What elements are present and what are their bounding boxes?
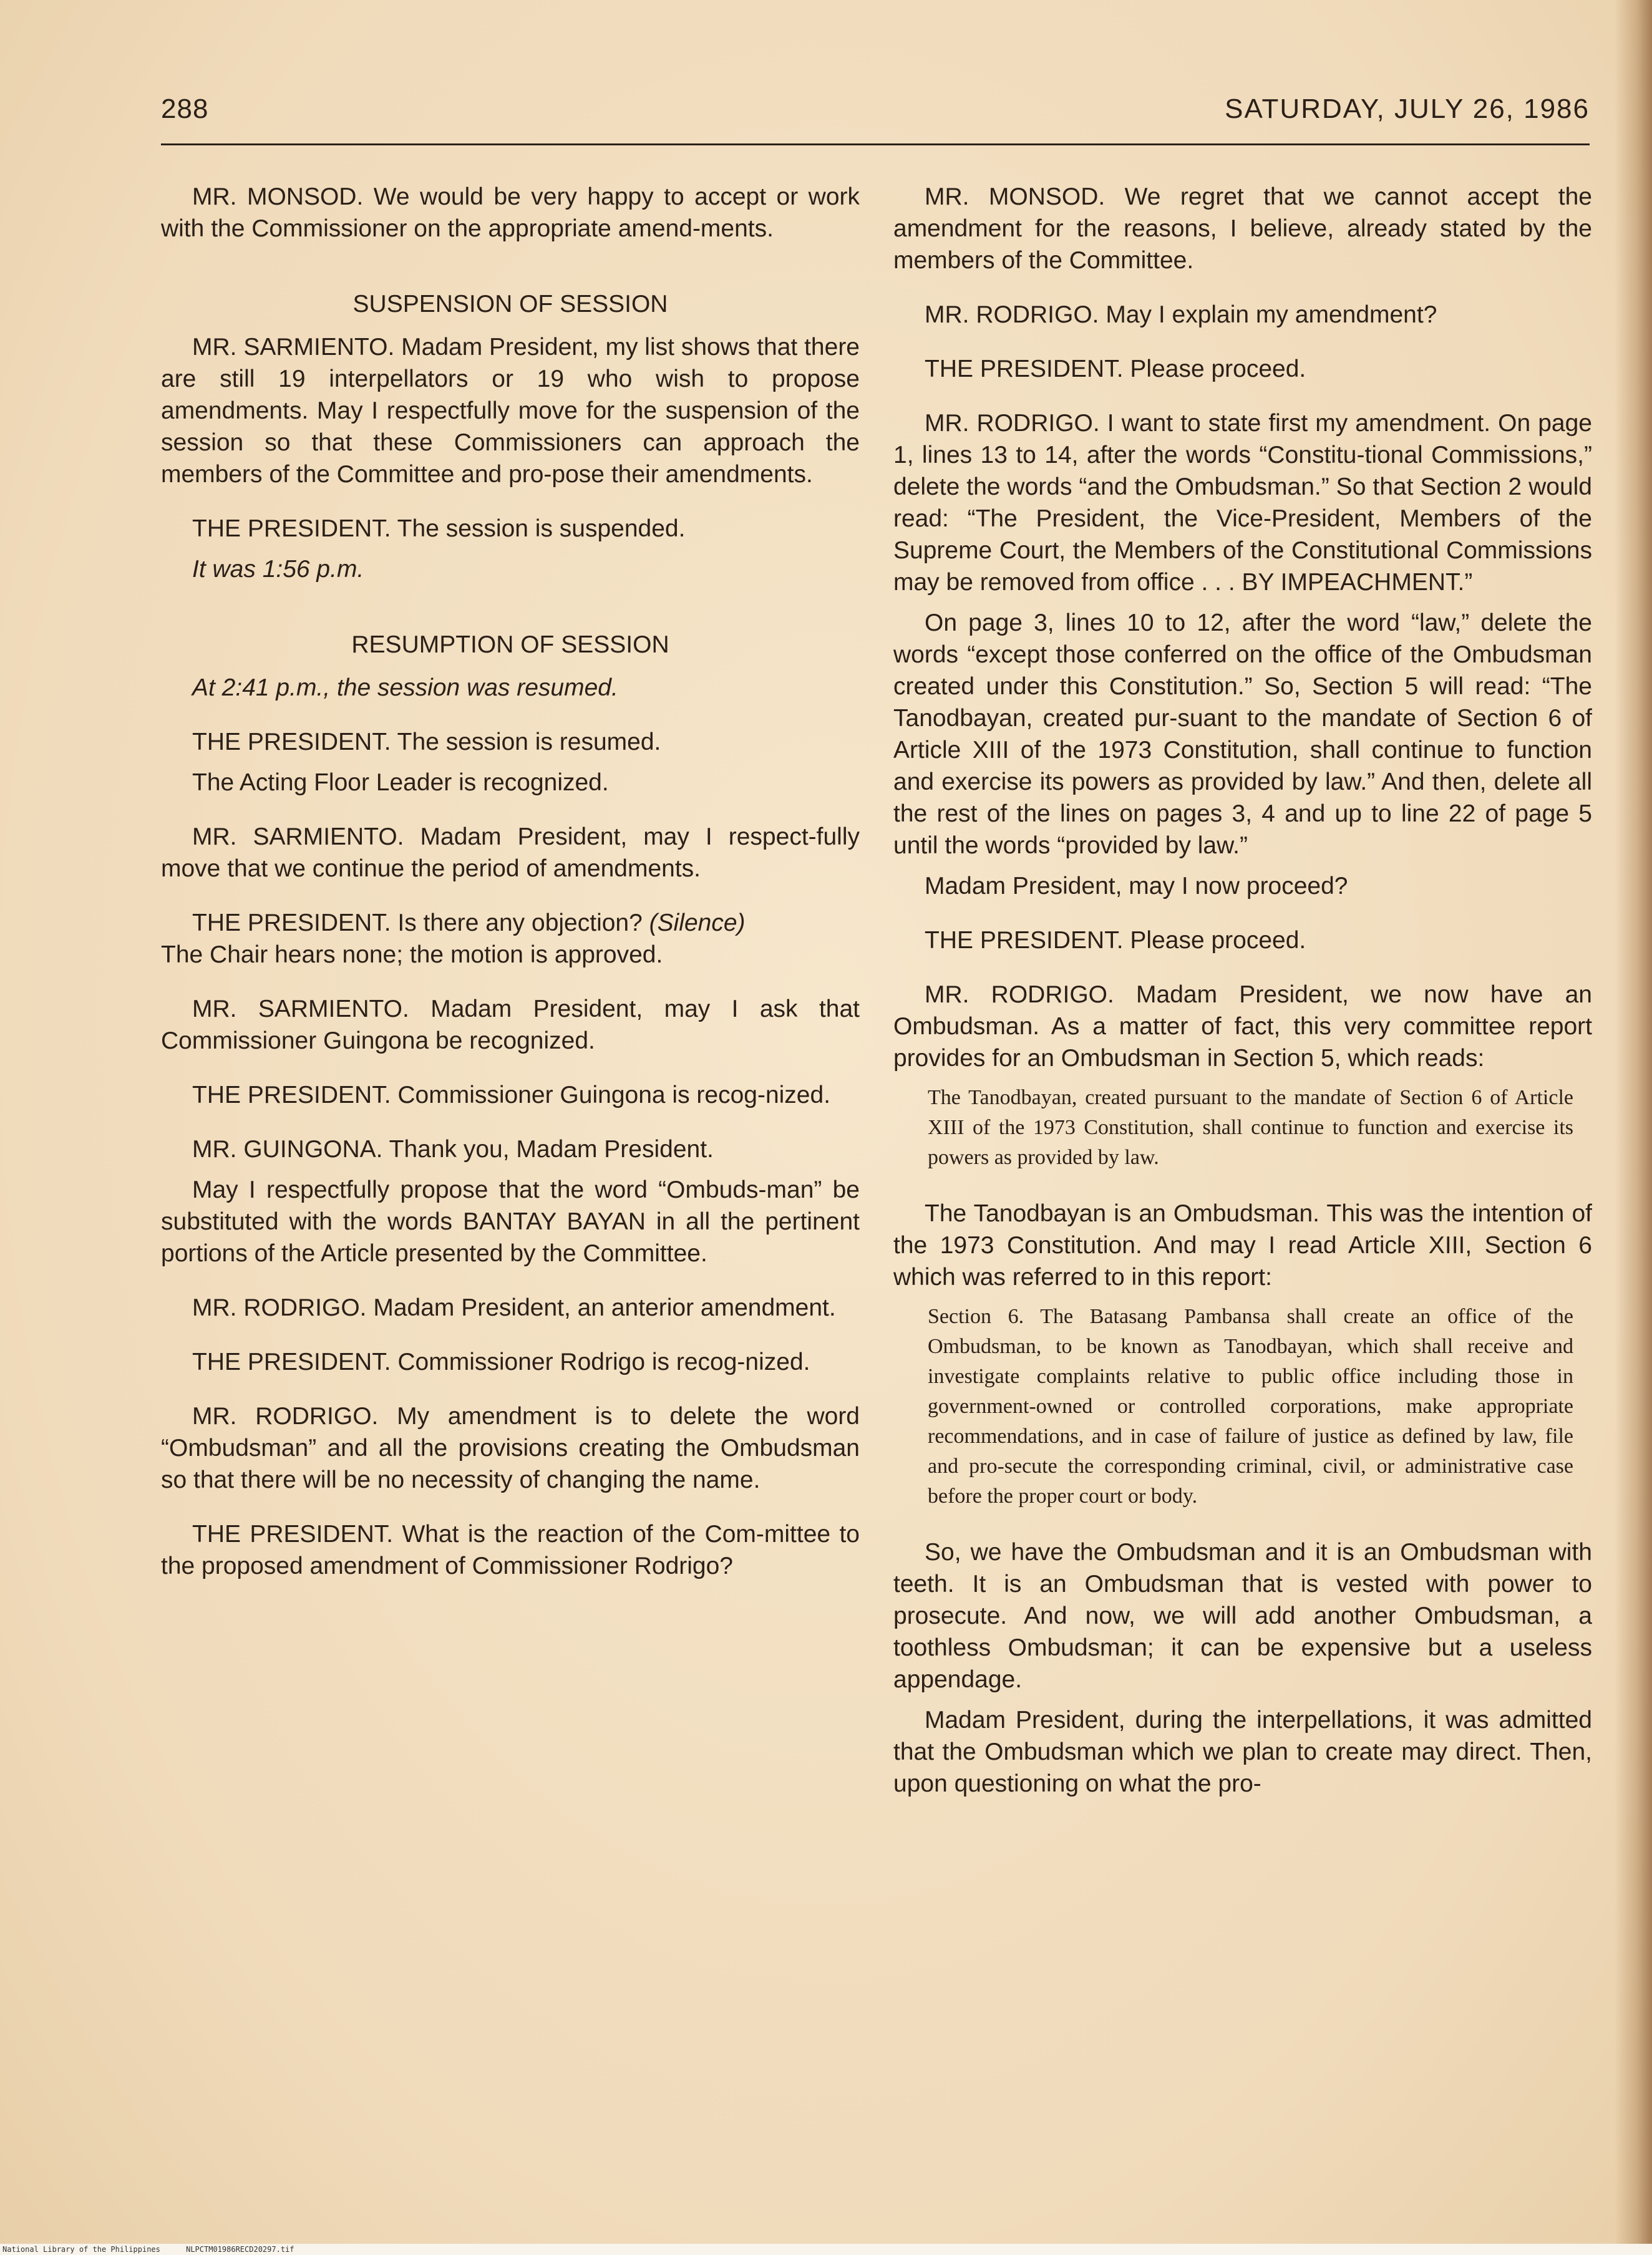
section-heading: SUSPENSION OF SESSION	[352, 291, 668, 318]
page-date: SATURDAY, JULY 26, 1986	[1225, 94, 1590, 124]
footer-file: NLPCTM01986RECD20297.tif	[186, 2245, 294, 2254]
paragraph: The Tanodbayan is an Ombudsman. This was the intention of the 1973 Constitution. And may I read Article XIII, Section 6 which was referred to in this report:	[893, 1200, 1592, 1291]
paragraph: THE PRESIDENT. Please proceed.	[925, 927, 1306, 954]
paragraph: MR. RODRIGO. May I explain my amendment?	[925, 301, 1437, 328]
paragraph: MR. RODRIGO. My amendment is to delete the word “Ombudsman” and all the provisions creating the Ombudsman so that there will be no necessity of changing the name.	[161, 1403, 860, 1493]
paragraph: MR. SARMIENTO. Madam President, may I respect-fully move that we continue the period of amendments.	[161, 823, 860, 882]
paragraph-text: THE PRESIDENT. Is there any objection?	[192, 909, 649, 936]
paragraph: THE PRESIDENT. The session is suspended.	[192, 515, 686, 542]
paragraph: THE PRESIDENT. Please proceed.	[925, 356, 1306, 382]
paragraph: So, we have the Ombudsman and it is an Ombudsman with teeth. It is an Ombudsman that is vested with power to prosecute. And now, we will add another Ombudsman, a toothless Ombudsman; it can be expensive but a useless appendage.	[893, 1539, 1592, 1693]
paragraph: Madam President, during the interpellations, it was admitted that the Ombudsman which we plan to create may direct. Then, upon questioning on what the pro-	[893, 1707, 1592, 1797]
left-column	[161, 181, 860, 1604]
section-heading: RESUMPTION OF SESSION	[351, 631, 669, 658]
page-number: 288	[161, 94, 209, 124]
paragraph: THE PRESIDENT. What is the reaction of the Com-mittee to the proposed amendment of Commissioner Rodrigo?	[161, 1521, 860, 1579]
paragraph: MR. MONSOD. We regret that we cannot accept the amendment for the reasons, I believe, already stated by the members of the Committee.	[893, 183, 1592, 274]
paragraph: On page 3, lines 10 to 12, after the word “law,” delete the words “except those conferred on the office of the Ombudsman created under this Constitution.” So, Section 5 will read: “The Tanodbayan, created pur-suant to the mandate of Section 6 of Article XIII of the 1973 Constitution, shall continue to function and exercise its powers as provided by law.” And then, delete all the rest of the lines on pages 3, 4 and up to line 22 of page 5 until the words “provided by law.”	[893, 609, 1592, 859]
paragraph: THE PRESIDENT. Commissioner Rodrigo is recog-nized.	[192, 1349, 810, 1375]
block-quote: The Tanodbayan, created pursuant to the mandate of Section 6 of Article XIII of the 1973 Constitution, shall continue to function and exercise its powers as provided by law.	[928, 1086, 1573, 1169]
paragraph: MR. GUINGONA. Thank you, Madam President.	[192, 1136, 714, 1163]
paragraph: Madam President, may I now proceed?	[925, 873, 1348, 900]
paragraph: THE PRESIDENT. Commissioner Guingona is recog-nized.	[192, 1082, 831, 1108]
paragraph: May I respectfully propose that the word “Ombuds-man” be substituted with the words BANTAY BAYAN in all the pertinent portions of the Article presented by the Committee.	[161, 1176, 860, 1267]
right-column	[893, 181, 1592, 1822]
paragraph: THE PRESIDENT. The session is resumed.	[192, 729, 661, 755]
scan-footer	[0, 2244, 1652, 2255]
paragraph: MR. RODRIGO. Madam President, we now have an Ombudsman. As a matter of fact, this very committee report provides for an Ombudsman in Section 5, which reads:	[893, 981, 1592, 1072]
italic-note: It was 1:56 p.m.	[192, 556, 364, 583]
paragraph: MR. RODRIGO. Madam President, an anterior amendment.	[192, 1294, 836, 1321]
paragraph	[161, 907, 860, 971]
header-rule	[161, 143, 1590, 145]
page-edge-shadow	[1615, 0, 1652, 2255]
paragraph: MR. SARMIENTO. Madam President, may I ask that Commissioner Guingona be recognized.	[161, 996, 860, 1054]
paragraph: MR. SARMIENTO. Madam President, my list shows that there are still 19 interpellators or 19 who wish to propose amendments. May I respectfully move for the suspension of the session so that these Commissioners can approach the members of the Committee and pro-pose their amendments.	[161, 334, 860, 488]
italic-note: At 2:41 p.m., the session was resumed.	[192, 674, 618, 701]
block-quote: Section 6. The Batasang Pambansa shall create an office of the Ombudsman, to be known as Tanodbayan, which shall receive and investigate complaints relative to public office including those in government-owned or controlled corporations, make appropriate recommendations, and in case of failure of justice as defined by law, file and pro-secute the corresponding criminal, civil, or administrative case before the proper court or body.	[928, 1305, 1573, 1508]
footer-library: National Library of the Philippines	[2, 2245, 160, 2254]
page-header	[161, 94, 1590, 143]
paragraph: MR. RODRIGO. I want to state first my amendment. On page 1, lines 13 to 14, after the words “Constitu-tional Commissions,” delete the words “and the Ombudsman.” So that Section 2 would read: “The President, the Vice-President, Members of the Supreme Court, the Members of the Constitutional Commissions may be removed from office . . . BY IMPEACHMENT.”	[893, 410, 1592, 596]
italic-aside: (Silence)	[649, 909, 746, 936]
paragraph: MR. MONSOD. We would be very happy to accept or work with the Commissioner on the appropriate amend-ments.	[161, 183, 860, 242]
paragraph-text: The Chair hears none; the motion is approved.	[161, 941, 663, 968]
paragraph: The Acting Floor Leader is recognized.	[192, 769, 609, 796]
